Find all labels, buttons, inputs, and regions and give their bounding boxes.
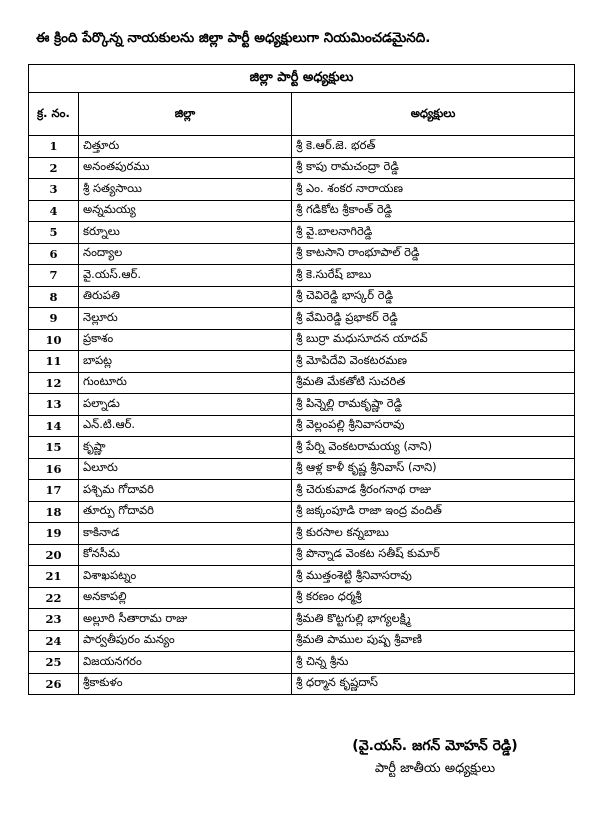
- header-serial-number: క్ర. నం.: [29, 93, 79, 136]
- table-row: [29, 394, 575, 416]
- serial-number-cell: 7: [29, 265, 79, 287]
- table-row: [29, 243, 575, 265]
- district-cell: పల్నాడు: [79, 394, 292, 416]
- president-cell: శ్రీ చెరుకువాడ శ్రీరంగనాథ రాజు: [292, 480, 575, 502]
- district-cell: బాపట్ల: [79, 351, 292, 373]
- serial-number-cell: 10: [29, 329, 79, 351]
- district-cell: అల్లూరి సీతారామ రాజు: [79, 609, 292, 631]
- district-cell: కోనసీమ: [79, 544, 292, 566]
- president-cell: శ్రీ వై.బాలనాగిరెడ్డి: [292, 222, 575, 244]
- district-cell: ఎన్.టి.ఆర్.: [79, 415, 292, 437]
- district-cell: అనంతపురము: [79, 157, 292, 179]
- serial-number-cell: 16: [29, 458, 79, 480]
- table-row: [29, 136, 575, 158]
- header-district: జిల్లా: [79, 93, 292, 136]
- president-cell: శ్రీ ధర్మాన కృష్ణదాస్: [292, 673, 575, 695]
- table-title: జిల్లా పార్టీ అధ్యక్షులు: [29, 65, 575, 93]
- signature-block: [300, 738, 570, 779]
- serial-number-cell: 4: [29, 200, 79, 222]
- table-row: [29, 351, 575, 373]
- president-cell: శ్రీమతి కొట్టగుల్లి భాగ్యలక్ష్మి: [292, 609, 575, 631]
- district-cell: విశాఖపట్నం: [79, 566, 292, 588]
- president-cell: శ్రీ కాటసాని రాంభూపాల్ రెడ్డి: [292, 243, 575, 265]
- serial-number-cell: 12: [29, 372, 79, 394]
- table-row: [29, 480, 575, 502]
- intro-text: ఈ క్రింది పేర్కొన్న నాయకులను జిల్లా పార్టీ అధ్యక్షులుగా నియమించడమైనది.: [36, 30, 431, 46]
- district-cell: కృష్ణా: [79, 437, 292, 459]
- president-cell: శ్రీ బుర్రా మధుసూదన యాదవ్: [292, 329, 575, 351]
- table-body: [29, 136, 575, 695]
- serial-number-cell: 1: [29, 136, 79, 158]
- table-row: [29, 437, 575, 459]
- president-cell: శ్రీ కురసాల కన్నబాబు: [292, 523, 575, 545]
- serial-number-cell: 19: [29, 523, 79, 545]
- serial-number-cell: 15: [29, 437, 79, 459]
- president-cell: శ్రీమతి పాముల పుష్ప శ్రీవాణి: [292, 630, 575, 652]
- district-cell: అన్నమయ్య: [79, 200, 292, 222]
- table-row: [29, 286, 575, 308]
- table-row: [29, 609, 575, 631]
- president-cell: శ్రీ గడికోట శ్రీకాంత్ రెడ్డి: [292, 200, 575, 222]
- serial-number-cell: 11: [29, 351, 79, 373]
- table-row: [29, 179, 575, 201]
- district-cell: వై.యస్.ఆర్.: [79, 265, 292, 287]
- president-cell: శ్రీ మోపిదేవి వెంకటరమణ: [292, 351, 575, 373]
- signatory-name: (వై.యస్. జగన్ మోహన్ రెడ్డి): [352, 738, 518, 754]
- serial-number-cell: 13: [29, 394, 79, 416]
- president-cell: శ్రీ చిన్న శ్రీను: [292, 652, 575, 674]
- table-row: [29, 308, 575, 330]
- table-row: [29, 652, 575, 674]
- table-row: [29, 501, 575, 523]
- district-cell: గుంటూరు: [79, 372, 292, 394]
- table-row: [29, 415, 575, 437]
- serial-number-cell: 9: [29, 308, 79, 330]
- district-cell: పశ్చిమ గోదావరి: [79, 480, 292, 502]
- president-cell: శ్రీ ముత్తంశెట్టి శ్రీనివాసరావు: [292, 566, 575, 588]
- district-cell: అనకాపల్లి: [79, 587, 292, 609]
- president-cell: శ్రీ వేమిరెడ్డి ప్రభాకర్ రెడ్డి: [292, 308, 575, 330]
- signatory-designation: పార్టీ జాతీయ అధ్యక్షులు: [374, 761, 496, 776]
- district-cell: ఏలూరు: [79, 458, 292, 480]
- president-cell: శ్రీ చెవిరెడ్డి భాస్కర్ రెడ్డి: [292, 286, 575, 308]
- serial-number-cell: 24: [29, 630, 79, 652]
- table-row: [29, 329, 575, 351]
- serial-number-cell: 22: [29, 587, 79, 609]
- district-cell: నెల్లూరు: [79, 308, 292, 330]
- table-row: [29, 587, 575, 609]
- president-cell: శ్రీ పేర్ని వెంకటరామయ్య (నాని): [292, 437, 575, 459]
- serial-number-cell: 25: [29, 652, 79, 674]
- district-cell: తూర్పు గోదావరి: [79, 501, 292, 523]
- table-row: [29, 544, 575, 566]
- table-row: [29, 630, 575, 652]
- serial-number-cell: 23: [29, 609, 79, 631]
- serial-number-cell: 18: [29, 501, 79, 523]
- district-cell: నంద్యాల: [79, 243, 292, 265]
- district-cell: శ్రీ సత్యసాయి: [79, 179, 292, 201]
- president-cell: శ్రీ పొన్నాడ వెంకట సతీష్ కుమార్: [292, 544, 575, 566]
- president-cell: శ్రీ వెల్లంపల్లి శ్రీనివాసరావు: [292, 415, 575, 437]
- table-row: [29, 265, 575, 287]
- serial-number-cell: 6: [29, 243, 79, 265]
- district-presidents-table: [28, 64, 575, 695]
- president-cell: శ్రీ జక్కంపూడి రాజా ఇంద్ర వందిత్: [292, 501, 575, 523]
- table-row: [29, 157, 575, 179]
- serial-number-cell: 5: [29, 222, 79, 244]
- president-cell: శ్రీమతి మేకతోటి సుచరిత: [292, 372, 575, 394]
- table-row: [29, 200, 575, 222]
- president-cell: శ్రీ కె.సురేష్ బాబు: [292, 265, 575, 287]
- district-cell: కాకినాడ: [79, 523, 292, 545]
- table-row: [29, 372, 575, 394]
- district-cell: పార్వతీపురం మన్యం: [79, 630, 292, 652]
- serial-number-cell: 14: [29, 415, 79, 437]
- district-cell: శ్రీకాకుళం: [79, 673, 292, 695]
- header-president: అధ్యక్షులు: [292, 93, 575, 136]
- serial-number-cell: 8: [29, 286, 79, 308]
- table-row: [29, 566, 575, 588]
- president-cell: శ్రీ ఆళ్ల కాళీ కృష్ణ శ్రీనివాస్ (నాని): [292, 458, 575, 480]
- table-row: [29, 222, 575, 244]
- serial-number-cell: 21: [29, 566, 79, 588]
- serial-number-cell: 2: [29, 157, 79, 179]
- district-cell: చిత్తూరు: [79, 136, 292, 158]
- table-row: [29, 673, 575, 695]
- president-cell: శ్రీ కె.ఆర్.జె. భరత్: [292, 136, 575, 158]
- president-cell: శ్రీ కాపు రామచంద్రా రెడ్డి: [292, 157, 575, 179]
- serial-number-cell: 3: [29, 179, 79, 201]
- district-cell: తిరుపతి: [79, 286, 292, 308]
- president-cell: శ్రీ పిన్నెల్లి రామకృష్ణా రెడ్డి: [292, 394, 575, 416]
- serial-number-cell: 20: [29, 544, 79, 566]
- district-cell: విజయనగరం: [79, 652, 292, 674]
- president-cell: శ్రీ ఎం. శంకర నారాయణ: [292, 179, 575, 201]
- table-row: [29, 458, 575, 480]
- table-row: [29, 523, 575, 545]
- serial-number-cell: 17: [29, 480, 79, 502]
- president-cell: శ్రీ కరణం ధర్మశ్రీ: [292, 587, 575, 609]
- district-cell: ప్రకాశం: [79, 329, 292, 351]
- serial-number-cell: 26: [29, 673, 79, 695]
- district-cell: కర్నూలు: [79, 222, 292, 244]
